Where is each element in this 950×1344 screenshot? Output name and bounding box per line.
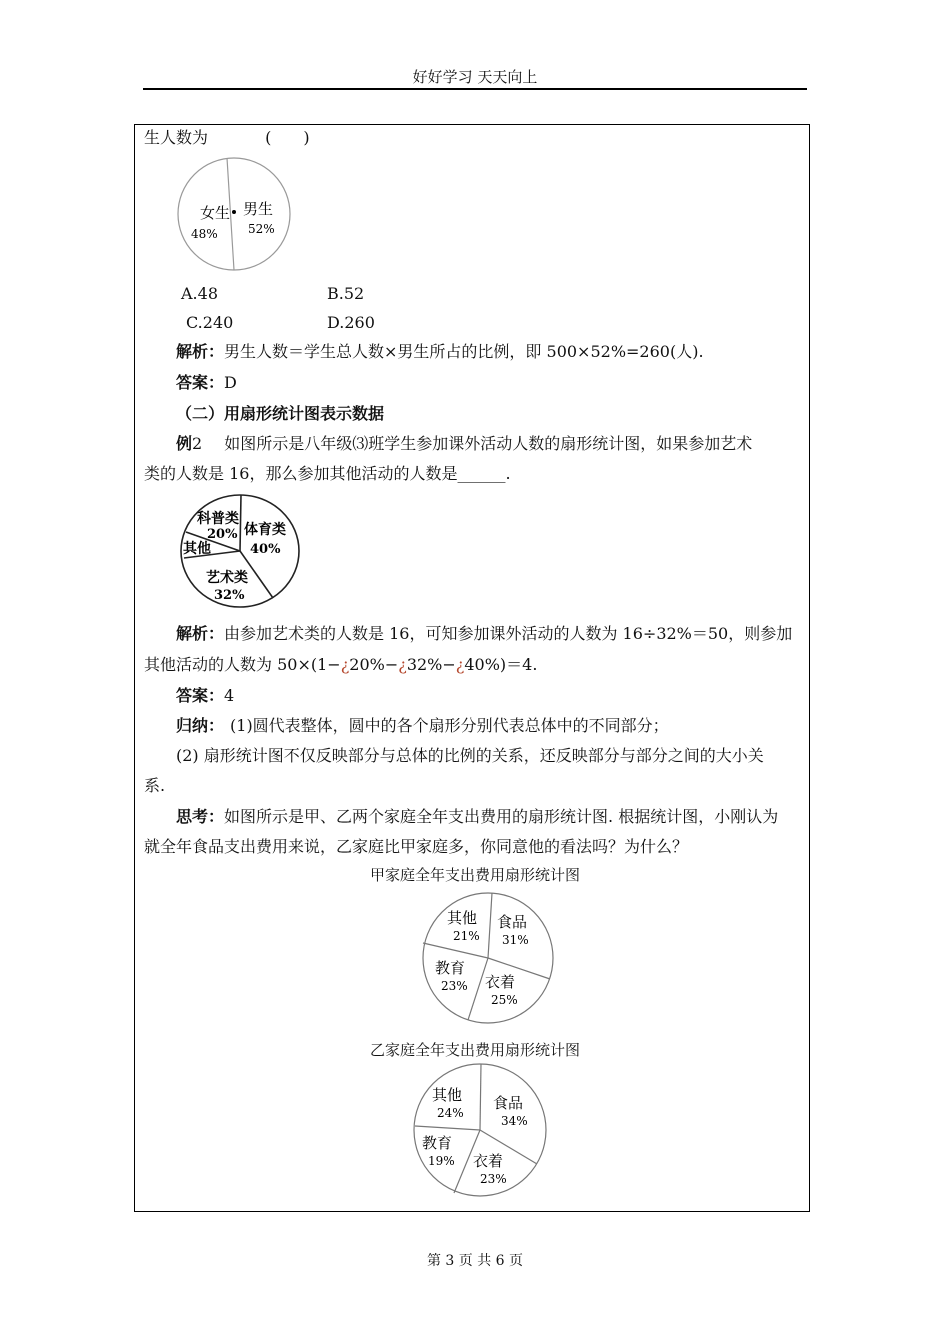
ex2-analysis-line2	[144, 655, 537, 675]
q1-answer-text: D	[224, 373, 237, 392]
chart-a-value-3: 21%	[453, 929, 480, 943]
q1-analysis-label: 解析：	[176, 342, 225, 361]
q1-pie-center	[232, 210, 236, 214]
chart-b-label-0: 食品	[493, 1094, 524, 1112]
glyph-2: ¿	[398, 655, 407, 674]
ex2-analysis-label: 解析：	[176, 624, 225, 643]
ex2-slice-value-0: 40%	[250, 542, 281, 557]
glyph-1: ¿	[340, 655, 350, 674]
q1-slice-value-0: 48%	[191, 227, 218, 241]
chart-b-value-2: 19%	[428, 1154, 455, 1168]
q1-analysis-text: 男生人数＝学生总人数×男生所占的比例，即 500×52%=260(人).	[224, 342, 704, 361]
chart-b-divider-4	[415, 1126, 480, 1130]
chart-a-divider-1	[488, 893, 492, 958]
ex2-divider-1	[240, 495, 241, 551]
chart-a-pie	[421, 891, 555, 1029]
option-b: B.52	[327, 284, 365, 303]
ex2-answer-label: 答案：	[176, 686, 225, 705]
summary-line3: 系.	[144, 776, 166, 795]
q1-answer-label: 答案：	[176, 373, 225, 392]
chart-a-value-1: 25%	[491, 993, 518, 1007]
chart-b-divider-1	[480, 1064, 481, 1130]
ex2-slice-label-3: 科普类	[197, 511, 239, 527]
q1-stem-text: 生人数为	[144, 128, 209, 147]
chart-a-label-3: 其他	[447, 909, 478, 927]
ex2-analysis-2d: 40%)＝4.	[464, 655, 538, 674]
chart-a-value-0: 31%	[502, 933, 529, 947]
q1-slice-value-1: 52%	[248, 222, 275, 236]
summary-text1: (1)圆代表整体，圆中的各个扇形分别代表总体中的不同部分；	[230, 716, 669, 735]
glyph-3: ¿	[455, 655, 465, 674]
ex2-slice-value-3: 20%	[207, 527, 238, 542]
section-title: （二）用扇形统计图表示数据	[176, 404, 385, 423]
q1-analysis	[176, 342, 704, 362]
page-header: 好好学习 天天向上	[412, 68, 538, 86]
ex2-slice-value-1: 32%	[214, 588, 245, 603]
chart-b-pie	[411, 1062, 549, 1202]
option-c: C.240	[186, 313, 234, 332]
option-d: D.260	[327, 313, 375, 332]
think-text1: 如图所示是甲、乙两个家庭全年支出费用的扇形统计图. 根据统计图，小刚认为	[224, 807, 779, 826]
q1-stem	[144, 128, 310, 148]
q1-slice-label-1: 男生	[243, 200, 274, 218]
chart-b-value-3: 24%	[437, 1106, 464, 1120]
ex2-analysis-text1: 由参加艺术类的人数是 16，可知参加课外活动的人数为 16÷32%＝50，则参加	[224, 624, 793, 643]
header-rule	[143, 88, 807, 90]
chart-a-label-2: 教育	[435, 959, 466, 977]
ex2-answer	[176, 686, 234, 706]
summary-line1	[176, 716, 669, 736]
chart-b-label-2: 教育	[422, 1134, 453, 1152]
chart-a-value-2: 23%	[441, 979, 468, 993]
ex2-analysis-2c: 32%−	[406, 655, 456, 674]
q1-answer	[176, 373, 237, 393]
summary-line2: (2) 扇形统计图不仅反映部分与总体的比例的关系，还反映部分与部分之间的大小关	[176, 746, 764, 765]
chart-b-label-3: 其他	[432, 1086, 463, 1104]
ex2-num: 2	[192, 434, 203, 453]
think-label: 思考：	[176, 807, 225, 826]
chart-b-label-1: 衣着	[473, 1152, 504, 1170]
chart-a-label-0: 食品	[497, 913, 528, 931]
page-footer: 第 3 页 共 6 页	[426, 1253, 524, 1269]
chart-b-title: 乙家庭全年支出费用扇形统计图	[369, 1041, 580, 1059]
chart-b-value-0: 34%	[501, 1114, 528, 1128]
think-line1	[176, 807, 778, 827]
ex2-slice-label-2: 其他	[183, 541, 211, 557]
option-a: A.48	[181, 284, 218, 303]
think-line2: 就全年食品支出费用来说，乙家庭比甲家庭多，你同意他的看法吗？为什么？	[144, 837, 689, 856]
q1-slice-label-0: 女生	[200, 204, 231, 222]
chart-a-title: 甲家庭全年支出费用扇形统计图	[369, 866, 580, 884]
ex2-analysis-2b: 20%−	[349, 655, 399, 674]
ex2-slice-label-0: 体育类	[244, 522, 286, 538]
summary-label: 归纳：	[176, 716, 225, 735]
ex2-slice-label-1: 艺术类	[206, 570, 248, 586]
chart-a-divider-4	[423, 943, 488, 958]
chart-b-value-1: 23%	[480, 1172, 507, 1186]
ex2-analysis-2a: 其他活动的人数为 50×(1−	[144, 655, 341, 674]
ex2-analysis-line1	[176, 624, 792, 644]
q1-pie-chart	[176, 156, 292, 276]
ex2-label: 例	[176, 434, 193, 453]
ex2-answer-text: 4	[224, 686, 235, 705]
chart-a-label-1: 衣着	[485, 973, 516, 991]
ex2-pie-chart	[178, 492, 302, 614]
q1-paren: ( )	[265, 128, 310, 147]
ex2-line1	[176, 434, 752, 454]
ex2-text1: 如图所示是八年级⑶班学生参加课外活动人数的扇形统计图，如果参加艺术	[224, 434, 753, 453]
ex2-line2: 类的人数是 16，那么参加其他活动的人数是______.	[144, 464, 511, 483]
